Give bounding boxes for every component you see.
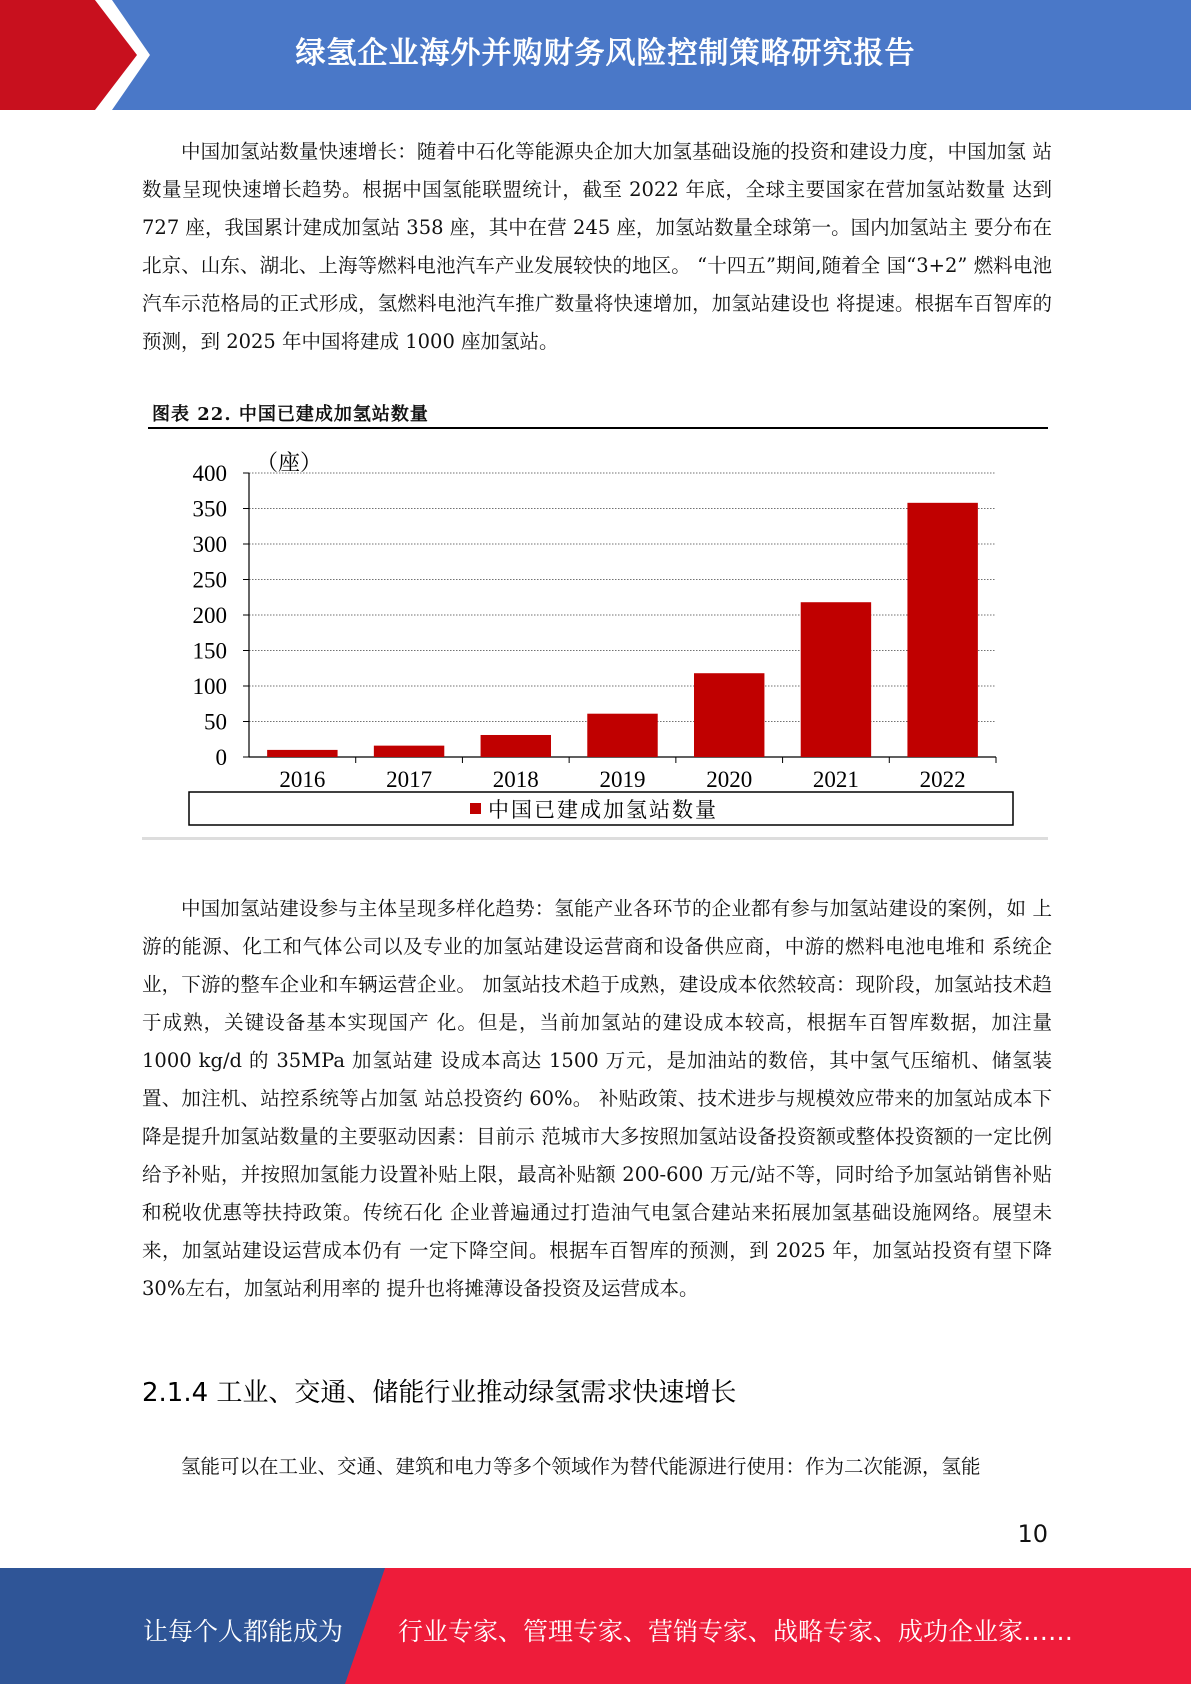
figure-title-rule (148, 427, 1048, 429)
page-number: 10 (1017, 1520, 1048, 1548)
x-tick-label: 2017 (386, 767, 433, 792)
body-paragraph-1: 中国加氢站数量快速增长：随着中石化等能源央企加大加氢基础设施的投资和建设力度，中国加氢 站数量呈现快速增长趋势。根据中国氢能联盟统计，截至 2022 年底，全球主要国家在营加氢站数量 达到 727 座，我国累计建成加氢站 358 座，其中在营 245 座，加氢站数量全球第一。国内加氢站主 要分布在北京、山东、湖北、上海等燃料电池汽车产业发展较快的地区。 “十四五”期间,随着全 国“3+2” 燃料电池汽车示范格局的正式形成，氢燃料电池汽车推广数量将快速增加，加氢站建设也 将提速。根据车百智库的预测，到 2025 年中国将建成 1000 座加氢站。 (142, 140, 1052, 353)
y-tick-label: 250 (192, 567, 227, 593)
y-tick-label: 350 (192, 496, 227, 522)
bar (267, 750, 337, 757)
y-tick-label: 100 (192, 674, 227, 699)
footer-slogan-right: 行业专家、管理专家、营销专家、战略专家、成功企业家…… (398, 1617, 1074, 1646)
figure-title: 图表 22. 中国已建成加氢站数量 (152, 404, 429, 425)
section-heading: 2.1.4 工业、交通、储能行业推动绿氢需求快速增长 (142, 1378, 737, 1408)
body-paragraph-3: 氢能可以在工业、交通、建筑和电力等多个领域作为替代能源进行使用：作为二次能源，氢能 (181, 1455, 981, 1478)
bar (694, 673, 764, 757)
y-tick-label: 300 (192, 532, 227, 557)
x-tick-label: 2020 (706, 767, 753, 792)
legend-label: 中国已建成加氢站数量 (488, 798, 718, 822)
report-title: 绿氢企业海外并购财务风险控制策略研究报告 (295, 36, 916, 71)
x-tick-label: 2016 (279, 767, 326, 792)
bar (801, 602, 871, 757)
body-paragraph-2: 中国加氢站建设参与主体呈现多样化趋势：氢能产业各环节的企业都有参与加氢站建设的案例，如 上游的能源、化工和气体公司以及专业的加氢站建设运营商和设备供应商，中游的燃料电池电堆和 系统企业，下游的整车企业和车辆运营企业。 加氢站技术趋于成熟，建设成本依然较高：现阶段，加氢站技术趋于成熟，关键设备基本实现国产 化。但是，当前加氢站的建设成本较高，根据车百智库数据，加注量 1000 kg/d 的 35MPa 加氢站建 设成本高达 1500 万元，是加油站的数倍，其中氢气压缩机、储氢装置、加注机、站控系统等占加氢 站总投资约 60%。 补贴政策、技术进步与规模效应带来的加氢站成本下降是提升加氢站数量的主要驱动因素：目前示 范城市大多按照加氢站设备投资额或整体投资额的一定比例给予补贴，并按照加氢能力设置补贴上限，最高补贴额 200-600 万元/站不等，同时给予加氢站销售补贴和税收优惠等扶持政策。传统石化 企业普遍通过打造油气电氢合建站来拓展加氢基础设施网络。展望未来，加氢站建设运营成本仍有 一定下降空间。根据车百智库的预测，到 2025 年，加氢站投资有望下降 30%左右，加氢站利用率的 提升也将摊薄设备投资及运营成本。 (142, 897, 1052, 1300)
bar (907, 503, 977, 757)
y-tick-label: 0 (215, 745, 227, 770)
x-tick-label: 2021 (812, 767, 859, 792)
y-tick-label: 400 (192, 461, 227, 486)
y-tick-label: 50 (204, 709, 227, 735)
bar-chart (148, 440, 1048, 835)
legend-swatch (470, 803, 481, 814)
x-tick-label: 2022 (919, 767, 966, 792)
x-tick-label: 2018 (492, 767, 539, 792)
bar (481, 735, 551, 757)
y-tick-label: 150 (192, 638, 227, 664)
page-footer (0, 1568, 1191, 1684)
page-header (0, 0, 1191, 110)
bar (374, 746, 444, 757)
x-tick-label: 2019 (599, 767, 646, 792)
y-axis-label: （座） (256, 451, 323, 476)
footer-slogan-left: 让每个人都能成为 (143, 1617, 344, 1646)
bar (587, 714, 657, 757)
y-tick-label: 200 (192, 603, 227, 628)
figure-bottom-rule (142, 837, 1048, 840)
